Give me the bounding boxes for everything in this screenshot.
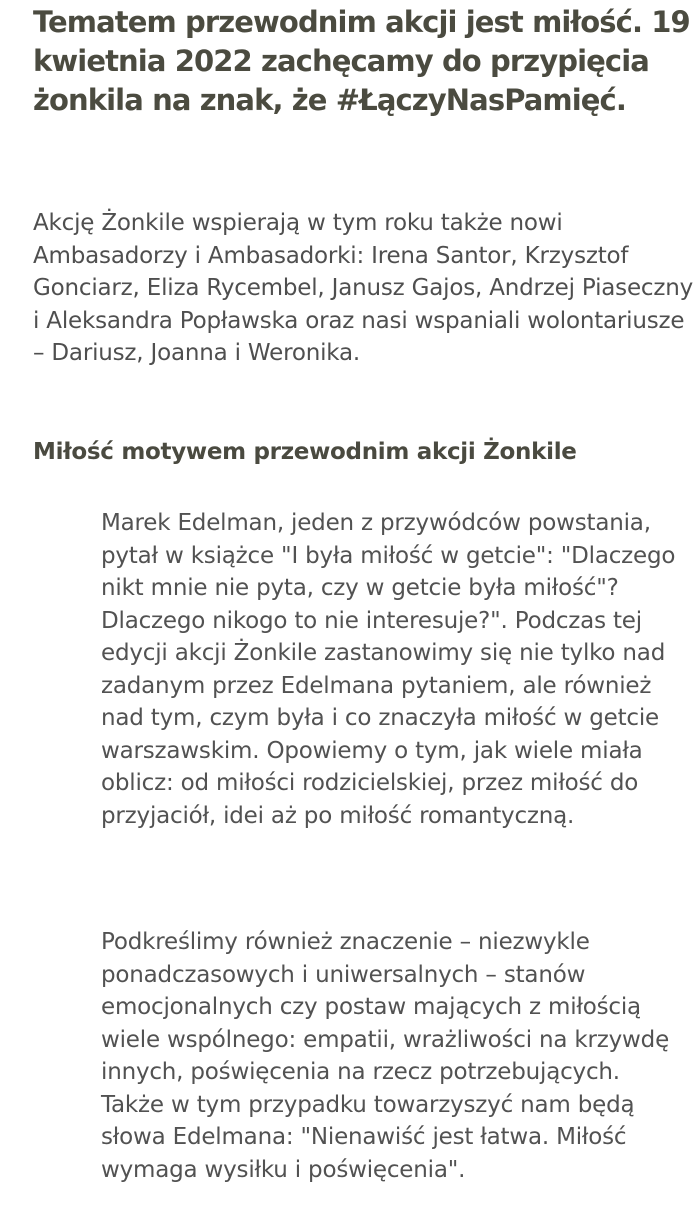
section-subheading: Miłość motywem przewodnim akcji Żonkile [33, 439, 577, 465]
article-headline: Tematem przewodnim akcji jest miłość. 19 kwietnia 2022 zachęcamy do przypięcia żonkila na znak, że #ŁączyNasPamięć. [33, 5, 690, 117]
quote-paragraph: Podkreślimy również znaczenie – niezwykle ponadczasowych i uniwersalnych – stanów emocjonalnych czy postaw mających z miłością wiele wspólnego: empatii, wrażliwości na krzywdę innych, poświęcenia na rzecz potrzebujących. Także w tym przypadku towarzyszyć nam będą słowa Edelmana: "Nienawiść jest łatwa. Miłość wymaga wysiłku i poświęcenia". [101, 929, 670, 1183]
quote-paragraph: Marek Edelman, jeden z przywódców powstania, pytał w książce "I była miłość w getcie": "Dlaczego nikt mnie nie pyta, czy w getcie była miłość"? Dlaczego nikogo to nie interesuje?". Podczas tej edycji akcji Żonkile zastanowimy się nie tylko nad zadanym przez Edelmana pytaniem, ale również nad tym, czym była i co znaczyła miłość w getcie warszawskim. Opowiemy o tym, jak wiele miała oblicz: od miłości rodzicielskiej, przez miłość do przyjaciół, idei aż po miłość romantyczną. [101, 510, 676, 829]
intro-paragraph: Akcję Żonkile wspierają w tym roku także nowi Ambasadorzy i Ambasadorki: Irena Santor, Krzysztof Gonciarz, Eliza Rycembel, Janusz Gajos, Andrzej Piaseczny i Aleksandra Popławska oraz nasi wspaniali wolontariusze – Dariusz, Joanna i Weronika. [33, 210, 694, 366]
